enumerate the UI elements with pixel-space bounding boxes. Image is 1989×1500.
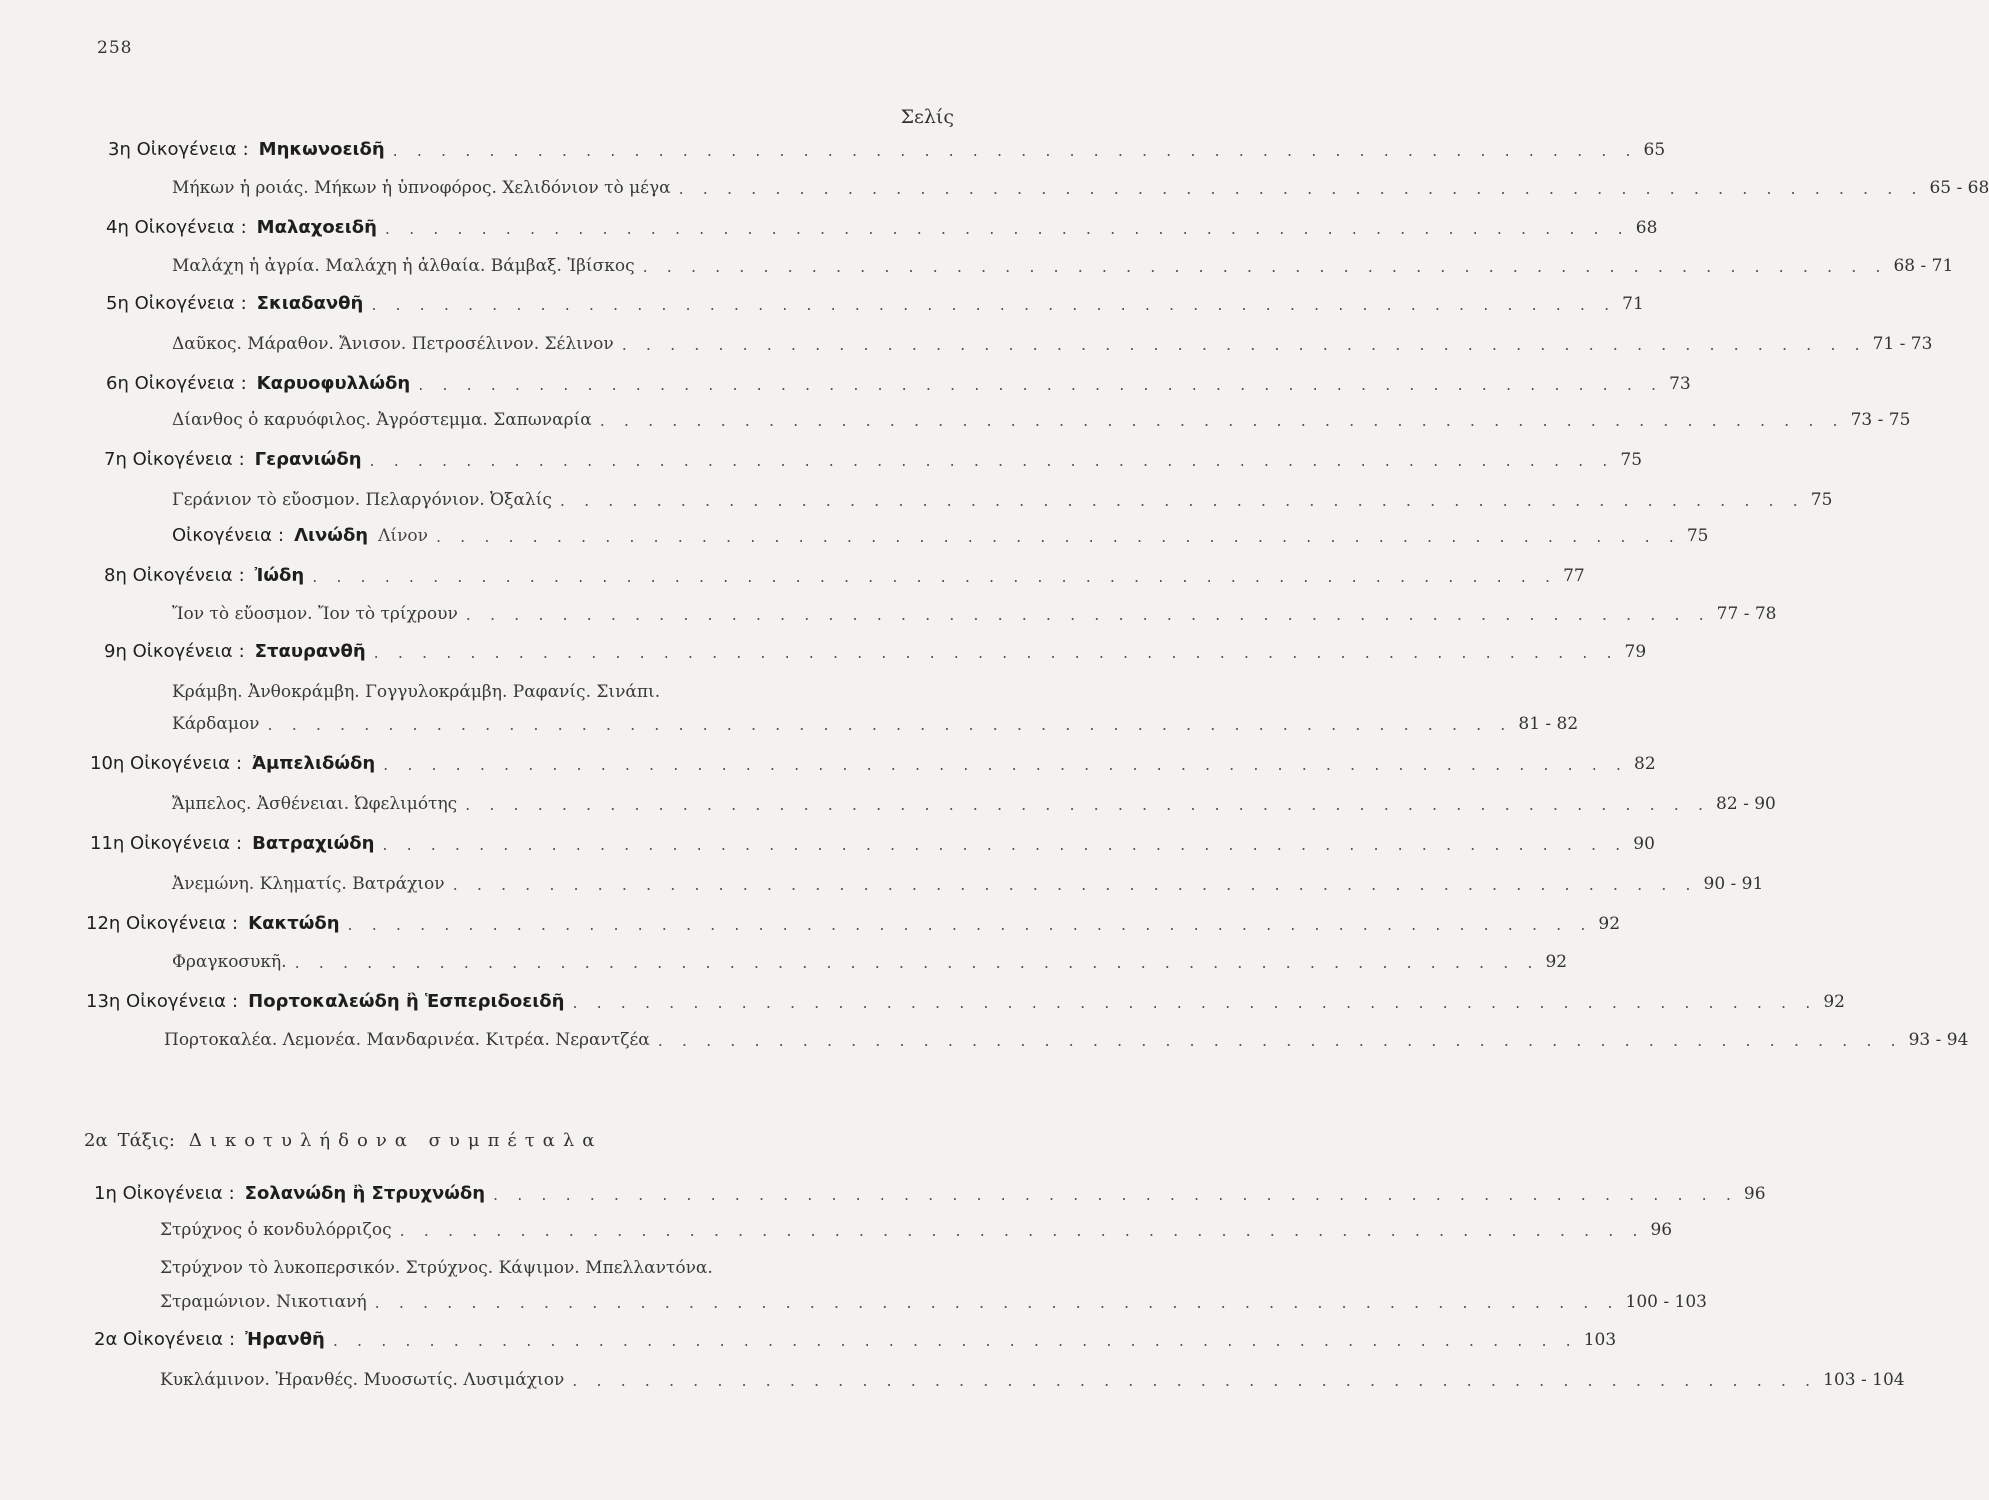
family-name: Μαλαχοειδῆ xyxy=(256,217,377,238)
page-ref: 96 xyxy=(1743,1184,1766,1204)
page-ref: 77 - 78 xyxy=(1716,604,1777,624)
page-ref: 79 xyxy=(1624,642,1647,662)
dot-leader: . . . . . . . . . . . . . . . . . . . . . . . . . . . . . . . . . . . . . . . . . . . . . . . . . . . . xyxy=(369,451,1615,470)
entry-text: Μαλάχη ἡ ἀγρία. Μαλάχη ἡ ἀλθαία. Βάμβαξ. Ἰβίσκος xyxy=(172,256,635,276)
page-ref: 90 - 91 xyxy=(1703,874,1764,894)
toc-family-row: 9η Οἰκογένεια : Σταυρανθῆ . . . . . . . . . . . . . . . . . . . . . . . . . . . . . . . . . . . . . . . . . . . . . . . . . . . . 79 xyxy=(104,641,1647,662)
dot-leader: . . . . . . . . . . . . . . . . . . . . . . . . . . . . . . . . . . . . . . . . . . . . . . . . . . . . xyxy=(452,875,1698,894)
toc-family-row: 11η Οἰκογένεια : Βατραχιώδη . . . . . . . . . . . . . . . . . . . . . . . . . . . . . . . . . . . . . . . . . . . . . . . . . . . . 90 xyxy=(90,833,1655,854)
family-name: Σκιαδανθῆ xyxy=(256,293,364,314)
dot-leader: . . . . . . . . . . . . . . . . . . . . . . . . . . . . . . . . . . . . . . . . . . . . . . . . . . . . xyxy=(294,953,1540,972)
page-ref: 92 xyxy=(1823,992,1845,1012)
toc-entry-row xyxy=(0,1020,1969,1050)
family-name: Κακτώδη xyxy=(248,913,340,934)
dot-leader: . . . . . . . . . . . . . . . . . . . . . . . . . . . . . . . . . . . . . . . . . . . . . . . . . . . . xyxy=(384,219,1630,238)
page-ref: 103 - 104 xyxy=(1823,1370,1905,1390)
family-label: 2α Οἰκογένεια xyxy=(94,1329,224,1350)
family-label: 11η Οἰκογένεια xyxy=(90,833,231,854)
dot-leader: . . . . . . . . . . . . . . . . . . . . . . . . . . . . . . . . . . . . . . . . . . . . . . . . . . . . xyxy=(572,1371,1818,1390)
family-label: 8η Οἰκογένεια xyxy=(104,565,233,586)
family-name: Βατραχιώδη xyxy=(252,833,375,854)
entry-text: Λίνον xyxy=(378,526,428,546)
toc-family-row: 10η Οἰκογένεια : Ἀμπελιδώδη . . . . . . . . . . . . . . . . . . . . . . . . . . . . . . . . . . . . . . . . . . . . . . . . . . . . 82 xyxy=(90,753,1656,774)
family-label: 7η Οἰκογένεια xyxy=(104,449,233,470)
dot-leader: . . . . . . . . . . . . . . . . . . . . . . . . . . . . . . . . . . . . . . . . . . . . . . . . . . . . xyxy=(493,1185,1738,1204)
page-ref: 90 xyxy=(1633,834,1655,854)
entry-text: Κράμβη. Ἀνθοκράμβη. Γογγυλοκράμβη. Ραφανίς. Σινάπι. xyxy=(172,682,661,702)
toc-entry-row xyxy=(0,1282,1707,1312)
page-ref: 100 - 103 xyxy=(1625,1292,1707,1312)
family-label: 3η Οἰκογένεια xyxy=(108,139,237,160)
entry-text: Ἀνεμώνη. Κληματίς. Βατράχιον xyxy=(172,874,445,894)
dot-leader: . . . . . . . . . . . . . . . . . . . . . . . . . . . . . . . . . . . . . . . . . . . . . . . . . . . . xyxy=(572,993,1818,1012)
page-ref: 68 - 71 xyxy=(1893,256,1954,276)
dot-leader: . . . . . . . . . . . . . . . . . . . . . . . . . . . . . . . . . . . . . . . . . . . . . . . . . . . . xyxy=(392,141,1638,160)
dot-leader: . . . . . . . . . . . . . . . . . . . . . . . . . . . . . . . . . . . . . . . . . . . . . . . . . . . . xyxy=(382,835,1628,854)
entry-text: Στρύχνος ὁ κονδυλόρριζος xyxy=(160,1220,392,1240)
dot-leader: . . . . . . . . . . . . . . . . . . . . . . . . . . . . . . . . . . . . . . . . . . . . . . . . . . . . xyxy=(465,605,1711,624)
toc-entry-row xyxy=(0,1248,1058,1278)
dot-leader: . . . . . . . . . . . . . . . . . . . . . . . . . . . . . . . . . . . . . . . . . . . . . . . . . . . . xyxy=(642,257,1888,276)
page-ref: 96 xyxy=(1650,1220,1673,1240)
family-label: 4η Οἰκογένεια xyxy=(106,217,235,238)
dot-leader: . . . . . . . . . . . . . . . . . . . . . . . . . . . . . . . . . . . . . . . . . . . . . . . . . . . . xyxy=(435,527,1681,546)
family-label: 10η Οἰκογένεια xyxy=(90,753,231,774)
family-name: Καρυοφυλλώδη xyxy=(256,373,411,394)
toc-entry-row xyxy=(0,1360,1905,1390)
page-ref: 75 xyxy=(1810,490,1833,510)
family-name: Ἰώδη xyxy=(254,565,305,586)
family-name: Ἠρανθῆ xyxy=(245,1329,325,1350)
family-name: Λινώδη xyxy=(294,525,369,546)
page-ref: 81 - 82 xyxy=(1518,714,1579,734)
entry-text: Πορτοκαλέα. Λεμονέα. Μανδαρινέα. Κιτρέα. Νεραντζέα xyxy=(164,1030,650,1050)
family-name: Πορτοκαλεώδη ἢ Ἑσπεριδοειδῆ xyxy=(248,991,565,1012)
dot-leader: . . . . . . . . . . . . . . . . . . . . . . . . . . . . . . . . . . . . . . . . . . . . . . . . . . . . xyxy=(347,915,1593,934)
toc-family-row: 1η Οἰκογένεια : Σολανώδη ἢ Στρυχνώδη . . . . . . . . . . . . . . . . . . . . . . . . . . . . . . . . . . . . . . . . . . . . . . . . . . . . 96 xyxy=(94,1183,1766,1204)
dot-leader: . . . . . . . . . . . . . . . . . . . . . . . . . . . . . . . . . . . . . . . . . . . . . . . . . . . . xyxy=(383,755,1629,774)
toc-family-row: 6η Οἰκογένεια : Καρυοφυλλώδη . . . . . . . . . . . . . . . . . . . . . . . . . . . . . . . . . . . . . . . . . . . . . . . . . . . . 73 xyxy=(106,373,1691,394)
page-ref: 68 xyxy=(1635,218,1658,238)
toc-family-row: 4η Οἰκογένεια : Μαλαχοειδῆ . . . . . . . . . . . . . . . . . . . . . . . . . . . . . . . . . . . . . . . . . . . . . . . . . . . . 68 xyxy=(106,217,1658,238)
page-ref: 71 xyxy=(1622,294,1644,314)
page-ref: 75 xyxy=(1686,526,1709,546)
family-name: Σολανώδη ἢ Στρυχνώδη xyxy=(244,1183,486,1204)
toc-family-row: Οἰκογένεια : Λινώδη Λίνον . . . . . . . . . . . . . . . . . . . . . . . . . . . . . . . . . . . . . . . . . . . . . . . . . . . . 75 xyxy=(172,525,1709,546)
toc-family-row: 8η Οἰκογένεια : Ἰώδη . . . . . . . . . . . . . . . . . . . . . . . . . . . . . . . . . . . . . . . . . . . . . . . . . . . . 77 xyxy=(104,565,1585,586)
entry-text: Φραγκοσυκῆ. xyxy=(172,952,287,972)
dot-leader: . . . . . . . . . . . . . . . . . . . . . . . . . . . . . . . . . . . . . . . . . . . . . . . . . . . . xyxy=(621,335,1867,354)
dot-leader: . . . . . . . . . . . . . . . . . . . . . . . . . . . . . . . . . . . . . . . . . . . . . . . . . . . . xyxy=(374,1293,1620,1312)
family-label: 9η Οἰκογένεια xyxy=(104,641,233,662)
entry-text: Στραμώνιον. Νικοτιανή xyxy=(160,1292,367,1312)
dot-leader: . . . . . . . . . . . . . . . . . . . . . . . . . . . . . . . . . . . . . . . . . . . . . . . . . . . . xyxy=(373,643,1619,662)
dot-leader: . . . . . . . . . . . . . . . . . . . . . . . . . . . . . . . . . . . . . . . . . . . . . . . . . . . . xyxy=(312,567,1558,586)
family-label: 5η Οἰκογένεια xyxy=(106,293,235,314)
toc-family-row: 7η Οἰκογένεια : Γερανιώδη . . . . . . . . . . . . . . . . . . . . . . . . . . . . . . . . . . . . . . . . . . . . . . . . . . . . 75 xyxy=(104,449,1643,470)
dot-leader: . . . . . . . . . . . . . . . . . . . . . . . . . . . . . . . . . . . . . . . . . . . . . . . . . . . . xyxy=(418,375,1664,394)
entry-text: Κυκλάμινον. Ἠρανθές. Μυοσωτίς. Λυσιμάχιον xyxy=(160,1370,565,1390)
toc-entry-row xyxy=(0,672,1058,702)
family-label: 6η Οἰκογένεια xyxy=(106,373,235,394)
toc-family-row: 2α Οἰκογένεια : Ἠρανθῆ . . . . . . . . . . . . . . . . . . . . . . . . . . . . . . . . . . . . . . . . . . . . . . . . . . . . 103 xyxy=(94,1329,1617,1350)
toc-entry-row xyxy=(0,168,1989,198)
page-ref: 73 - 75 xyxy=(1850,410,1911,430)
dot-leader: . . . . . . . . . . . . . . . . . . . . . . . . . . . . . . . . . . . . . . . . . . . . . . . . . . . . xyxy=(599,411,1845,430)
toc-entry-row xyxy=(0,324,1933,354)
family-name: Γερανιώδη xyxy=(254,449,362,470)
entry-text: Ἄμπελος. Ἀσθένειαι. Ὠφελιμότης xyxy=(172,794,458,814)
page-ref: 92 xyxy=(1545,952,1568,972)
pages-column-header: Σελίς xyxy=(900,106,954,128)
page-ref: 82 xyxy=(1634,754,1656,774)
family-name: Σταυρανθῆ xyxy=(254,641,366,662)
toc-entry-row xyxy=(0,864,1764,894)
page-ref: 92 xyxy=(1598,914,1621,934)
order-number: 2α xyxy=(84,1130,108,1151)
page-ref: 71 - 73 xyxy=(1872,334,1933,354)
order-name: Δικοτυλήδονα συμπέταλα xyxy=(188,1130,603,1151)
toc-entry-row xyxy=(0,1210,1673,1240)
family-label: 13η Οἰκογένεια xyxy=(86,991,227,1012)
entry-text: Δίανθος ὁ καρυόφιλος. Ἀγρόστεμμα. Σαπωναρία xyxy=(172,410,592,430)
order-label: Τάξις xyxy=(117,1130,169,1151)
entry-text: Γεράνιον τὸ εὔοσμον. Πελαργόνιον. Ὀξαλίς xyxy=(172,490,552,510)
dot-leader: . . . . . . . . . . . . . . . . . . . . . . . . . . . . . . . . . . . . . . . . . . . . . . . . . . . . xyxy=(332,1331,1578,1350)
page-ref: 65 - 68 xyxy=(1929,178,1989,198)
page-ref: 65 xyxy=(1643,140,1666,160)
dot-leader: . . . . . . . . . . . . . . . . . . . . . . . . . . . . . . . . . . . . . . . . . . . . . . . . . . . . xyxy=(465,795,1711,814)
entry-text: Κάρδαμον xyxy=(172,714,260,734)
entry-text: Δαῦκος. Μάραθον. Ἄνισον. Πετροσέλινον. Σέλινον xyxy=(172,334,614,354)
dot-leader: . . . . . . . . . . . . . . . . . . . . . . . . . . . . . . . . . . . . . . . . . . . . . . . . . . . . xyxy=(399,1221,1645,1240)
entry-text: Στρύχνον τὸ λυκοπερσικόν. Στρύχνος. Κάψιμον. Μπελλαντόνα. xyxy=(160,1258,713,1278)
toc-family-row: 3η Οἰκογένεια : Μηκωνοειδῆ . . . . . . . . . . . . . . . . . . . . . . . . . . . . . . . . . . . . . . . . . . . . . . . . . . . . 65 xyxy=(108,139,1666,160)
toc-family-row: 5η Οἰκογένεια : Σκιαδανθῆ . . . . . . . . . . . . . . . . . . . . . . . . . . . . . . . . . . . . . . . . . . . . . . . . . . . . 71 xyxy=(106,293,1644,314)
toc-entry-row xyxy=(0,400,1911,430)
toc-entry-row xyxy=(0,784,1776,814)
toc-entry-row xyxy=(0,246,1954,276)
entry-text: Ἴον τὸ εὔοσμον. Ἴον τὸ τρίχρουν xyxy=(172,604,458,624)
dot-leader: . . . . . . . . . . . . . . . . . . . . . . . . . . . . . . . . . . . . . . . . . . . . . . . . . . . . xyxy=(267,715,1513,734)
dot-leader: . . . . . . . . . . . . . . . . . . . . . . . . . . . . . . . . . . . . . . . . . . . . . . . . . . . . xyxy=(371,295,1617,314)
toc-entry-row xyxy=(0,480,1833,510)
page-ref: 73 xyxy=(1669,374,1691,394)
page-ref: 77 xyxy=(1563,566,1585,586)
dot-leader: . . . . . . . . . . . . . . . . . . . . . . . . . . . . . . . . . . . . . . . . . . . . . . . . . . . . xyxy=(657,1031,1903,1050)
page-number: 258 xyxy=(97,38,133,58)
entry-text: Μήκων ἡ ροιάς. Μήκων ἡ ὑπνοφόρος. Χελιδόνιον τὸ μέγα xyxy=(172,178,671,198)
page-ref: 82 - 90 xyxy=(1716,794,1776,814)
dot-leader: . . . . . . . . . . . . . . . . . . . . . . . . . . . . . . . . . . . . . . . . . . . . . . . . . . . . xyxy=(559,491,1805,510)
toc-entry-row xyxy=(0,942,1568,972)
family-name: Μηκωνοειδῆ xyxy=(258,139,385,160)
family-label: 12η Οἰκογένεια xyxy=(86,913,227,934)
family-label: Οἰκογένεια xyxy=(172,525,273,546)
dot-leader: . . . . . . . . . . . . . . . . . . . . . . . . . . . . . . . . . . . . . . . . . . . . . . . . . . . . xyxy=(678,179,1924,198)
page-ref: 75 xyxy=(1620,450,1643,470)
toc-family-row: 13η Οἰκογένεια : Πορτοκαλεώδη ἢ Ἑσπεριδοειδῆ . . . . . . . . . . . . . . . . . . . . . . . . . . . . . . . . . . . . . . . . . . . . . . . . . . . . 92 xyxy=(86,991,1845,1012)
toc-entry-row xyxy=(0,704,1579,734)
page-ref: 103 xyxy=(1583,1330,1617,1350)
family-name: Ἀμπελιδώδη xyxy=(252,753,376,774)
family-label: 1η Οἰκογένεια xyxy=(94,1183,223,1204)
toc-entry-row xyxy=(0,594,1777,624)
page-ref: 93 - 94 xyxy=(1908,1030,1969,1050)
toc-family-row: 12η Οἰκογένεια : Κακτώδη . . . . . . . . . . . . . . . . . . . . . . . . . . . . . . . . . . . . . . . . . . . . . . . . . . . . 92 xyxy=(86,913,1621,934)
order-heading: 2α Τάξις: Δικοτυλήδονα συμπέταλα xyxy=(84,1130,603,1151)
